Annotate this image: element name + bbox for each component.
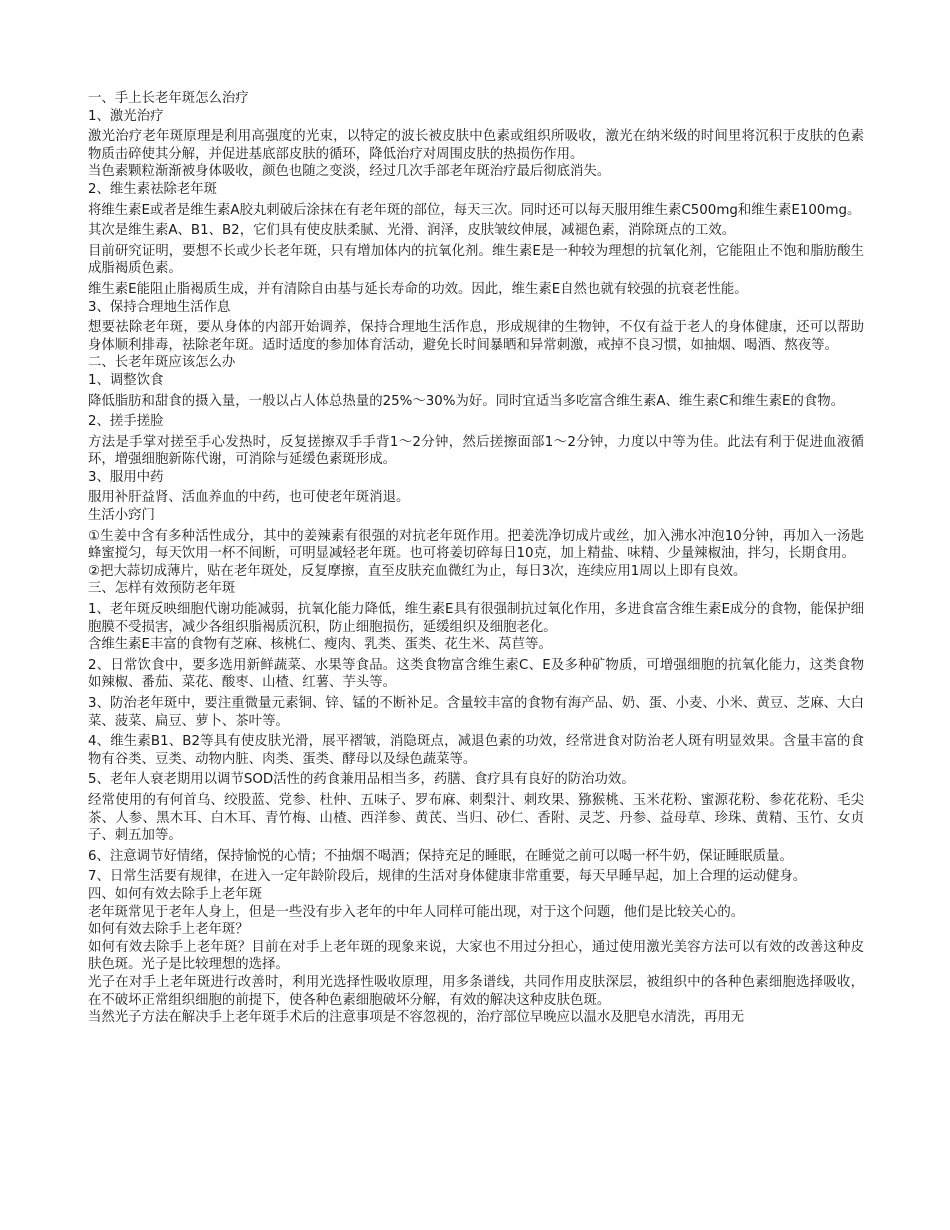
paragraph: 6、注意调节好情绪，保持愉悦的心情；不抽烟不喝酒；保持充足的睡眠，在睡觉之前可以喝一杯牛奶，保证睡眠质量。 xyxy=(88,848,793,864)
subheading-question: 如何有效去除手上老年斑？ xyxy=(88,922,249,938)
paragraph: 经常使用的有何首乌、绞股蓝、党参、杜仲、五味子、罗布麻、刺梨汁、刺玫果、猕猴桃、玉米花粉、蜜源花粉、参花花粉、毛尖茶、人参、黑木耳、白木耳、青竹梅、山楂、西洋参、黄芪、当归、砂仁、香附、灵芝、丹参、益母草、珍珠、黄精、玉竹、女贞子、刺五加等。 xyxy=(88,792,864,844)
paragraph: 如何有效去除手上老年斑？目前在对手上老年斑的现象来说，大家也不用过分担心，通过使用激光美容方法可以有效的改善这种皮肤色斑。光子是比较理想的选择。 xyxy=(88,939,864,973)
paragraph: 5、老年人衰老期用以调节SOD活性的药食兼用品相当多，药膳、食疗具有良好的防治功效。 xyxy=(88,772,635,788)
section-heading-4: 四、如何有效去除手上老年斑 xyxy=(88,886,263,902)
paragraph: ①生姜中含有多种活性成分，其中的姜辣素有很强的对抗老年斑作用。把姜洗净切成片或丝，加入沸水冲泡10分钟，再加入一汤匙蜂蜜搅匀，每天饮用一杯不间断，可明显减轻老年斑。也可将姜切碎每日10克，加上精盐、味精、少量辣椒油，拌匀，长期食用。 xyxy=(88,528,864,562)
paragraph: 想要祛除老年斑，要从身体的内部开始调养，保持合理地生活作息，形成规律的生物钟，不仅有益于老人的身体健康，还可以帮助身体顺利排毒，祛除老年斑。适时适度的参加体育活动，避免长时间暴晒和异常刺激，戒掉不良习惯，如抽烟、喝酒、熬夜等。 xyxy=(88,320,864,353)
paragraph: 老年斑常见于老年人身上，但是一些没有步入老年的中年人同样可能出现，对于这个问题，他们是比较关心的。 xyxy=(88,904,745,920)
subheading-laser-treatment: 1、激光治疗 xyxy=(88,108,164,124)
paragraph: 含维生素E丰富的食物有芝麻、核桃仁、瘦肉、乳类、蛋类、花生米、莴苣等。 xyxy=(88,637,552,653)
subheading-diet: 1、调整饮食 xyxy=(88,372,164,388)
paragraph: 4、维生素B1、B2等具有使皮肤光滑，展平褶皱，消隐斑点，减退色素的功效，经常进食对防治老人斑有明显效果。含量丰富的食物有谷类、豆类、动物内脏、肉类、蛋类、酵母以及绿色蔬菜等。 xyxy=(88,734,864,767)
paragraph: 降低脂肪和甜食的摄入量，一般以占人体总热量的25%～30%为好。同时宜适当多吃富含维生素A、维生素C和维生素E的食物。 xyxy=(88,393,845,409)
paragraph: ②把大蒜切成薄片，贴在老年斑处，反复摩擦，直至皮肤充血微红为止，每日3次，连续应用1周以上即有良效。 xyxy=(88,563,747,579)
paragraph: 1、老年斑反映细胞代谢功能减弱，抗氧化能力降低，维生素E具有很强制抗过氧化作用，多进食富含维生素E成分的食物，能保护细胞膜不受损害，减少各组织脂褐质沉积，防止细胞损伤，延缓组织及细胞老化。 xyxy=(88,602,864,635)
paragraph: 服用补肝益肾、活血养血的中药，也可使老年斑消退。 xyxy=(88,490,410,506)
paragraph: 维生素E能阻止脂褐质生成，并有清除自由基与延长寿命的功效。因此，维生素E自然也就有较强的抗衰老性能。 xyxy=(88,281,748,297)
paragraph: 当色素颗粒渐渐被身体吸收，颜色也随之变淡，经过几次手部老年斑治疗最后彻底消失。 xyxy=(88,164,611,180)
paragraph: 其次是维生素A、B1、B2，它们具有使皮肤柔腻、光滑、润泽，皮肤皱纹伸展，减褪色素，消除斑点的工效。 xyxy=(88,223,736,239)
paragraph: 3、防治老年斑中，要注重微量元素铜、锌、锰的不断补足。含量较丰富的食物有海产品、奶、蛋、小麦、小米、黄豆、芝麻、大白菜、菠菜、扁豆、萝卜、茶叶等。 xyxy=(88,696,864,729)
paragraph: 7、日常生活要有规律，在进入一定年龄阶段后，规律的生活对身体健康非常重要，每天早睡早起，加上合理的运动健身。 xyxy=(88,869,807,885)
paragraph: 目前研究证明，要想不长或少长老年斑，只有增加体内的抗氧化剂。维生素E是一种较为理想的抗氧化剂，它能阻止不饱和脂肪酸生成脂褐质色素。 xyxy=(88,243,864,277)
paragraph: 激光治疗老年斑原理是利用高强度的光束，以特定的波长被皮肤中色素或组织所吸收，激光在纳米级的时间里将沉积于皮肤的色素物质击碎使其分解，并促进基底部皮肤的循环，降低治疗对周围皮肤的热损伤作用。 xyxy=(88,129,864,162)
paragraph: 2、日常饮食中，要多选用新鲜蔬菜、水果等食品。这类食物富含维生素C、E及多种矿物质，可增强细胞的抗氧化能力，这类食物如辣椒、番茄、菜花、酸枣、山楂、红薯、芋头等。 xyxy=(88,657,864,691)
subheading-rub-hands: 2、搓手搓脸 xyxy=(88,414,164,430)
subheading-life-tips: 生活小窍门 xyxy=(88,508,155,524)
section-heading-1: 一、手上长老年斑怎么治疗 xyxy=(88,91,249,106)
subheading-herbal-medicine: 3、服用中药 xyxy=(88,469,164,485)
section-heading-3: 三、怎样有效预防老年斑 xyxy=(88,581,236,597)
subheading-vitamins: 2、维生素祛除老年斑 xyxy=(88,181,218,197)
paragraph: 将维生素E或者是维生素A胶丸刺破后涂抹在有老年斑的部位，每天三次。同时还可以每天服用维生素C500mg和维生素E100mg。 xyxy=(88,202,861,218)
section-heading-2: 二、长老年斑应该怎么办 xyxy=(88,355,236,371)
paragraph: 方法是手掌对搓至手心发热时，反复搓擦双手手背1～2分钟，然后搓擦面部1～2分钟，力度以中等为佳。此法有利于促进血液循环，增强细胞新陈代谢，可消除与延缓色素斑形成。 xyxy=(88,434,864,468)
paragraph: 当然光子方法在解决手上老年斑手术后的注意事项是不容忽视的，治疗部位早晚应以温水及肥皂水清洗，再用无 xyxy=(88,1010,745,1026)
subheading-lifestyle: 3、保持合理地生活作息 xyxy=(88,299,231,315)
document-body xyxy=(88,90,864,1027)
paragraph: 光子在对手上老年斑进行改善时，利用光选择性吸收原理，用多条谱线，共同作用皮肤深层，被组织中的各种色素细胞选择吸收，在不破坏正常组织细胞的前提下，使各种色素细胞破坏分解，有效的解决这种皮肤色斑。 xyxy=(88,974,864,1008)
